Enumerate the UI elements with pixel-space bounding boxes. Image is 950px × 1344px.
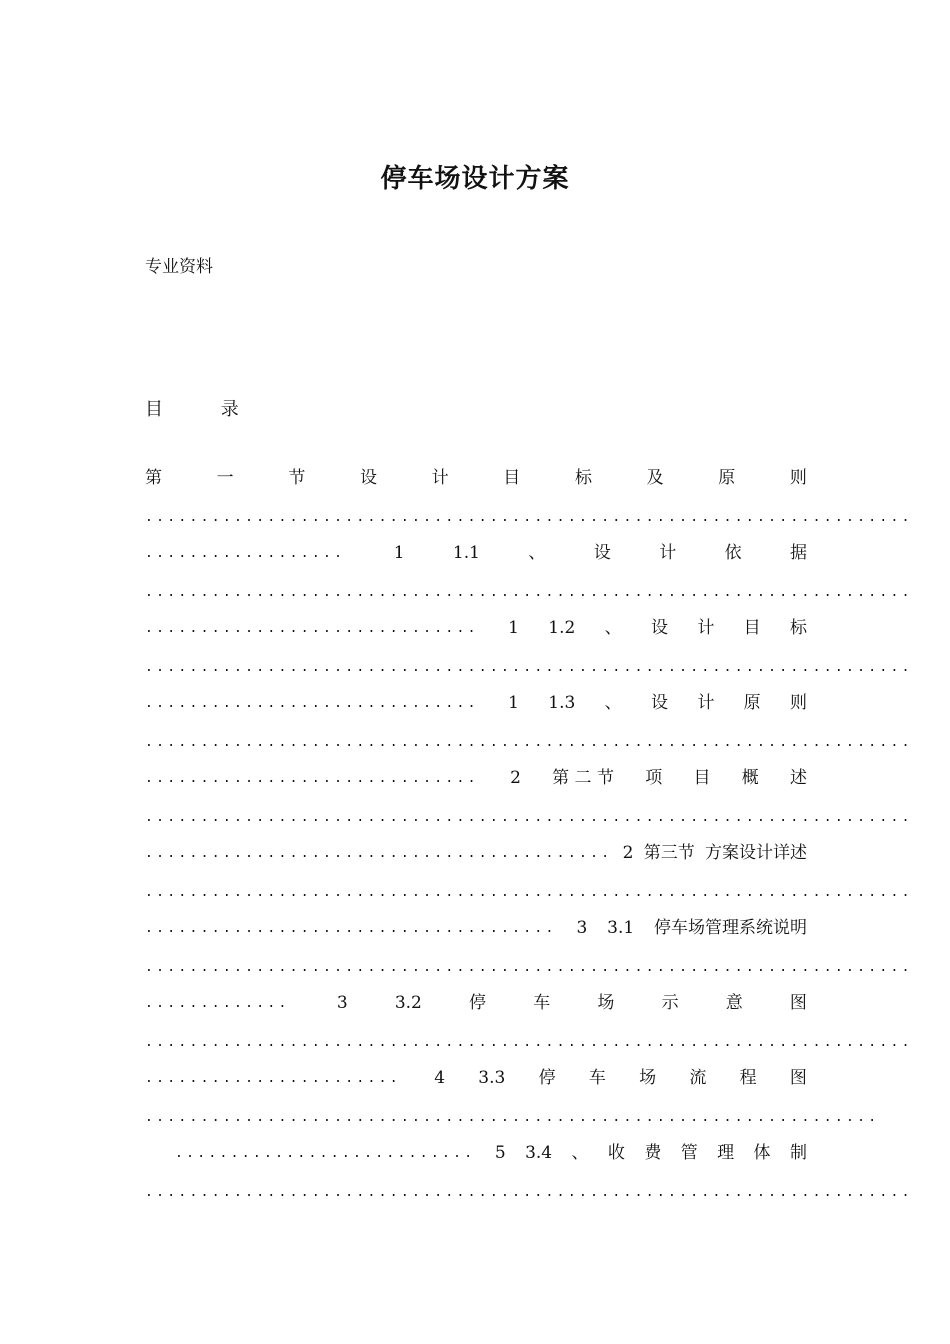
toc-text: 车 [533, 993, 551, 1013]
toc-text: 3.4 [525, 1143, 553, 1163]
toc-leader-dots: .............................. [145, 696, 479, 711]
toc-text: 计 [697, 693, 715, 713]
toc-text: 一 [216, 468, 234, 488]
toc-line [145, 1098, 880, 1136]
toc-text: 5 [494, 1143, 506, 1163]
toc-text: 管 [680, 1143, 698, 1163]
toc-text: 标 [574, 468, 592, 488]
toc-text: 设 [651, 618, 668, 638]
toc-text: 体 [753, 1143, 771, 1163]
toc-text: 车 [588, 1068, 606, 1088]
toc-text: 第三节 [643, 843, 695, 863]
toc-text: 2 [510, 768, 521, 788]
toc-leader-dots: .................................................................. [145, 1109, 880, 1125]
toc-text: 、 [604, 693, 622, 713]
toc-text: 、 [571, 1143, 589, 1163]
toc-text: 第 二 节 [552, 768, 614, 788]
toc-leader-dots: ..................................................................... [145, 884, 913, 900]
toc-text: 设 [651, 693, 668, 713]
toc-text: 标 [789, 618, 807, 638]
toc-line [145, 460, 807, 498]
toc-leader-dots: .......................................... [145, 846, 613, 861]
toc-text: 停 [469, 993, 487, 1013]
toc-line [145, 835, 807, 873]
toc-text: 方案设计详述 [705, 843, 807, 863]
toc-line [145, 910, 807, 948]
toc-text: 1 [393, 543, 405, 563]
toc-text: 设 [359, 468, 377, 488]
toc-leader-dots: ..................................................................... [145, 1034, 913, 1050]
toc-leader-dots: ........................... [175, 1146, 476, 1161]
toc-leader-dots: ..................................................................... [145, 1184, 913, 1200]
toc-leader-dots: ............. [145, 996, 290, 1011]
toc-text: 停车场管理系统说明 [654, 918, 807, 938]
toc-text: 流 [689, 1068, 707, 1088]
toc-text: 1.3 [548, 693, 576, 713]
page-title: 停车场设计方案 [380, 164, 570, 194]
toc-text: 述 [789, 768, 807, 788]
toc-leader-dots: ..................................................................... [145, 584, 913, 600]
toc-text: 1.1 [452, 543, 480, 563]
toc-text: 计 [431, 468, 449, 488]
toc-leader-dots: ..................................... [145, 921, 557, 936]
toc-leader-dots: .............................. [145, 621, 479, 636]
toc-text: 意 [725, 993, 743, 1013]
toc-text: 4 [434, 1068, 446, 1088]
toc-text: 场 [597, 993, 615, 1013]
toc-text: 停 [538, 1068, 556, 1088]
toc-line [145, 798, 913, 836]
toc-text: 图 [789, 1068, 807, 1088]
toc-line [145, 873, 913, 911]
toc-line [145, 1060, 807, 1098]
toc-line [145, 1135, 807, 1173]
toc-text: 原 [718, 468, 736, 488]
toc-text: 依 [724, 543, 742, 563]
toc-leader-dots: ..................................................................... [145, 659, 913, 675]
toc-text: 1 [508, 693, 519, 713]
toc-text: 据 [790, 543, 807, 563]
toc-line [145, 723, 913, 761]
toc-line [145, 760, 807, 798]
table-of-contents [145, 460, 913, 1210]
document-subtitle: 专业资料 [145, 257, 213, 277]
toc-line [145, 535, 807, 573]
toc-text: 原 [743, 693, 761, 713]
toc-text: 目 [503, 468, 521, 488]
toc-text: 3 [576, 918, 588, 938]
toc-text: 、 [528, 543, 546, 563]
toc-line [145, 648, 913, 686]
toc-text: 1 [508, 618, 519, 638]
toc-text: 程 [739, 1068, 757, 1088]
toc-line [145, 573, 913, 611]
toc-leader-dots: ..................................................................... [145, 959, 913, 975]
toc-leader-dots: ..................................................................... [145, 809, 913, 825]
toc-text: 则 [789, 468, 807, 488]
toc-text: 第 [145, 468, 162, 488]
toc-text: 图 [789, 993, 807, 1013]
toc-text: 理 [717, 1143, 735, 1163]
toc-text: 3 [336, 993, 348, 1013]
toc-text: 3.3 [478, 1068, 506, 1088]
toc-text: 场 [639, 1068, 657, 1088]
toc-text: 项 [645, 768, 663, 788]
toc-text: 费 [644, 1143, 662, 1163]
toc-leader-dots: ..................................................................... [145, 509, 913, 525]
toc-text: 概 [741, 768, 759, 788]
toc-text: 1.2 [548, 618, 576, 638]
toc-text: 计 [697, 618, 715, 638]
toc-text: 收 [607, 1143, 625, 1163]
toc-text: 示 [661, 993, 679, 1013]
toc-text: 3.2 [394, 993, 422, 1013]
toc-text: 计 [659, 543, 677, 563]
toc-text: 则 [789, 693, 807, 713]
toc-line [145, 1023, 913, 1061]
toc-text: 3.1 [607, 918, 635, 938]
toc-text: 目 [693, 768, 711, 788]
toc-text: 节 [288, 468, 306, 488]
toc-line [145, 498, 913, 536]
toc-text: 制 [789, 1143, 807, 1163]
toc-line [145, 1173, 913, 1211]
toc-text: 及 [646, 468, 664, 488]
toc-line [145, 948, 913, 986]
toc-leader-dots: ....................... [145, 1071, 401, 1086]
toc-text: 2 [622, 843, 634, 863]
toc-leader-dots: ..................................................................... [145, 734, 913, 750]
toc-heading: 目 录 [145, 399, 265, 420]
toc-line [145, 685, 807, 723]
toc-text: 设 [593, 543, 611, 563]
toc-line [145, 610, 807, 648]
toc-text: 目 [743, 618, 761, 638]
toc-line [145, 985, 807, 1023]
toc-leader-dots: .................. [145, 546, 346, 561]
toc-leader-dots: .............................. [145, 771, 479, 786]
toc-text: 、 [604, 618, 622, 638]
